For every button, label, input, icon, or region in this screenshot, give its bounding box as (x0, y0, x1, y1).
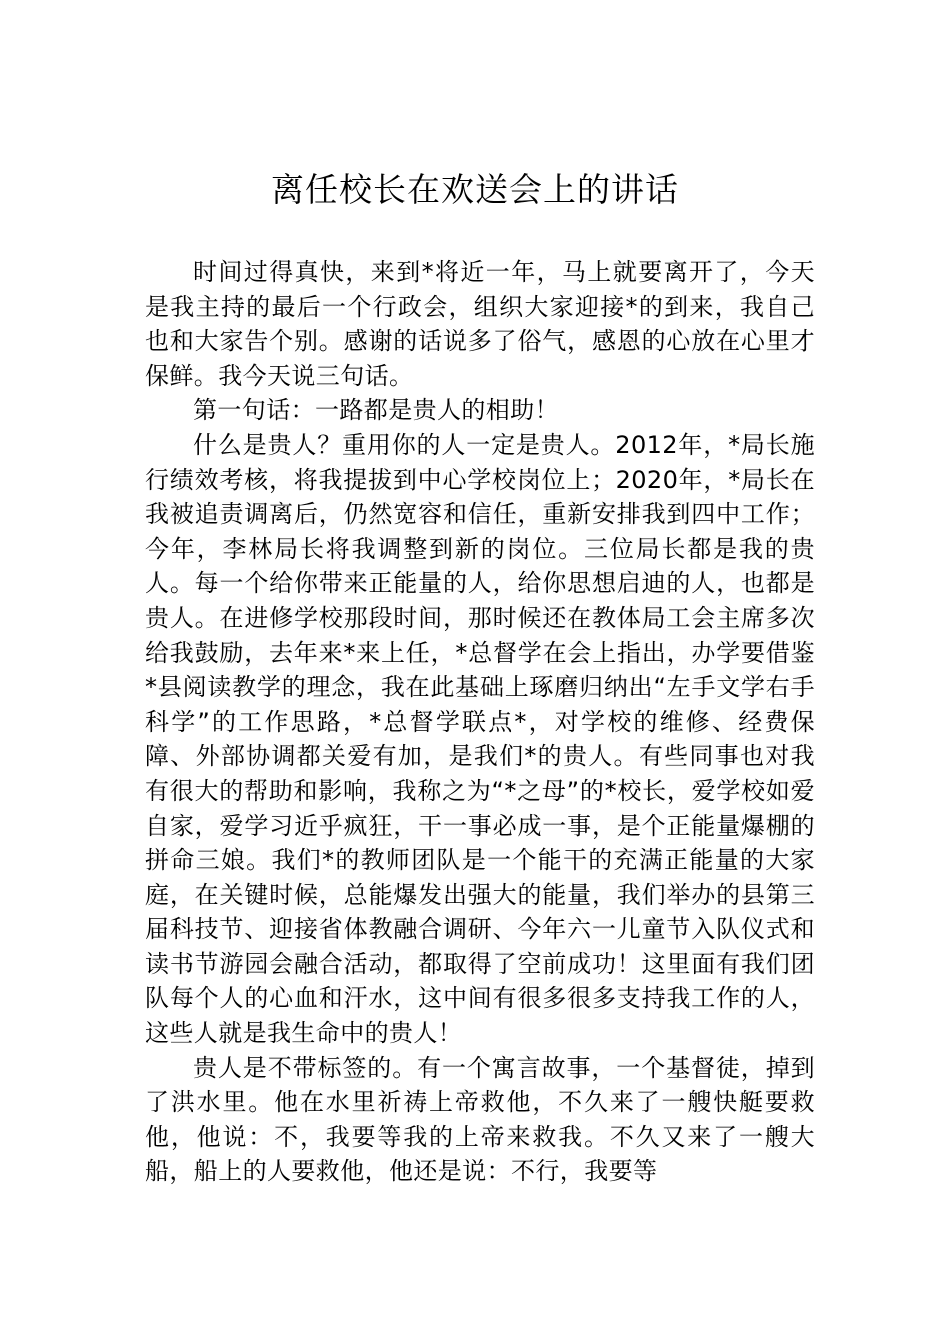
paragraph-intro: 时间过得真快，来到*将近一年，马上就要离开了，今天是我主持的最后一个行政会，组织大家迎接*的到来，我自己也和大家告个别。感谢的话说多了俗气，感恩的心放在心里才保鲜。我今天说三句话。 (145, 258, 815, 390)
document-body (145, 255, 815, 1189)
paragraph-first-point-heading: 第一句话：一路都是贵人的相助！ (193, 396, 559, 425)
document-title: 离任校长在欢送会上的讲话 (271, 170, 679, 209)
paragraph-parable: 贵人是不带标签的。有一个寓言故事，一个基督徒，掉到了洪水里。他在水里祈祷上帝救他，不久来了一艘快艇要救他，他说：不，我要等我的上帝来救我。不久又来了一艘大船，船上的人要救他，他还是说：不行，我要等 (145, 1053, 815, 1186)
paragraph-benefactors: 什么是贵人？重用你的人一定是贵人。2012年，*局长施行绩效考核，将我提拔到中心学校岗位上；2020年，*局长在我被追责调离后，仍然宽容和信任，重新安排我到四中工作；今年，李林局长将我调整到新的岗位。三位局长都是我的贵人。每一个给你带来正能量的人，给你思想启迪的人，也都是贵人。在进修学校那段时间，那时候还在教体局工会主席多次给我鼓励，去年来*来上任，*总督学在会上指出，办学要借鉴*县阅读教学的理念，我在此基础上琢磨归纳出“左手文学右手科学”的工作思路，*总督学联点*，对学校的维修、经费保障、外部协调都关爱有加，是我们*的贵人。有些同事也对我有很大的帮助和影响，我称之为“*之母”的*校长，爱学校如爱自家，爱学习近乎疯狂，干一事必成一事，是个正能量爆棚的拼命三娘。我们*的教师团队是一个能干的充满正能量的大家庭，在关键时候，总能爆发出强大的能量，我们举办的县第三届科技节、迎接省体教融合调研、今年六一儿童节入队仪式和读书节游园会融合活动，都取得了空前成功！这里面有我们团队每个人的心血和汗水，这中间有很多很多支持我工作的人，这些人就是我生命中的贵人！ (145, 430, 815, 1048)
